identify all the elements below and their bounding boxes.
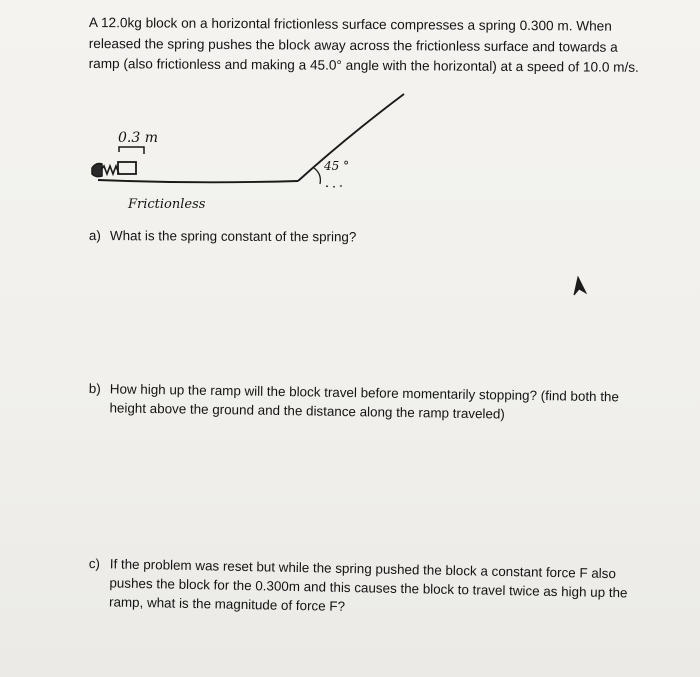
question-c	[88, 554, 649, 622]
spring-icon	[101, 166, 119, 174]
question-a	[89, 226, 509, 247]
block-icon	[118, 162, 136, 174]
question-c-text: If the problem was reset but while the spring pushed the block a constant force F also pushes the block for the 0.300m and this causes the block to travel twice as high up the ramp, what is the magnitude of force F?	[108, 556, 628, 614]
compression-bracket	[119, 147, 144, 154]
angle-reference-dots	[326, 185, 344, 187]
compression-label: 0.3 m	[118, 130, 158, 146]
mouse-cursor-icon	[568, 276, 588, 296]
question-b	[88, 379, 649, 426]
wall-icon	[92, 164, 102, 177]
angle-arc	[314, 168, 320, 184]
ground-line	[98, 180, 298, 182]
question-b-text: How high up the ramp will the block travel before momentarily stopping? (find both the height above the ground and the distance along the ramp traveled)	[109, 381, 620, 422]
question-a-text: What is the spring constant of the spring?	[109, 228, 357, 245]
spring-ramp-diagram	[88, 88, 418, 218]
angle-label: 45 °	[324, 159, 350, 173]
surface-label: Frictionless	[128, 197, 206, 212]
problem-statement: A 12.0kg block on a horizontal frictionless surface compresses a spring 0.300 m. When released the spring pushes the block away across the frictionless surface and towards a ramp (also frictionless and making a 45.0° angle with the horizontal) at a speed of 10.0 m/s.	[88, 14, 639, 75]
question-c-label: c)	[88, 555, 101, 572]
question-b-label: b)	[88, 380, 101, 397]
question-a-label: a)	[88, 227, 101, 244]
ramp-line	[298, 94, 404, 181]
